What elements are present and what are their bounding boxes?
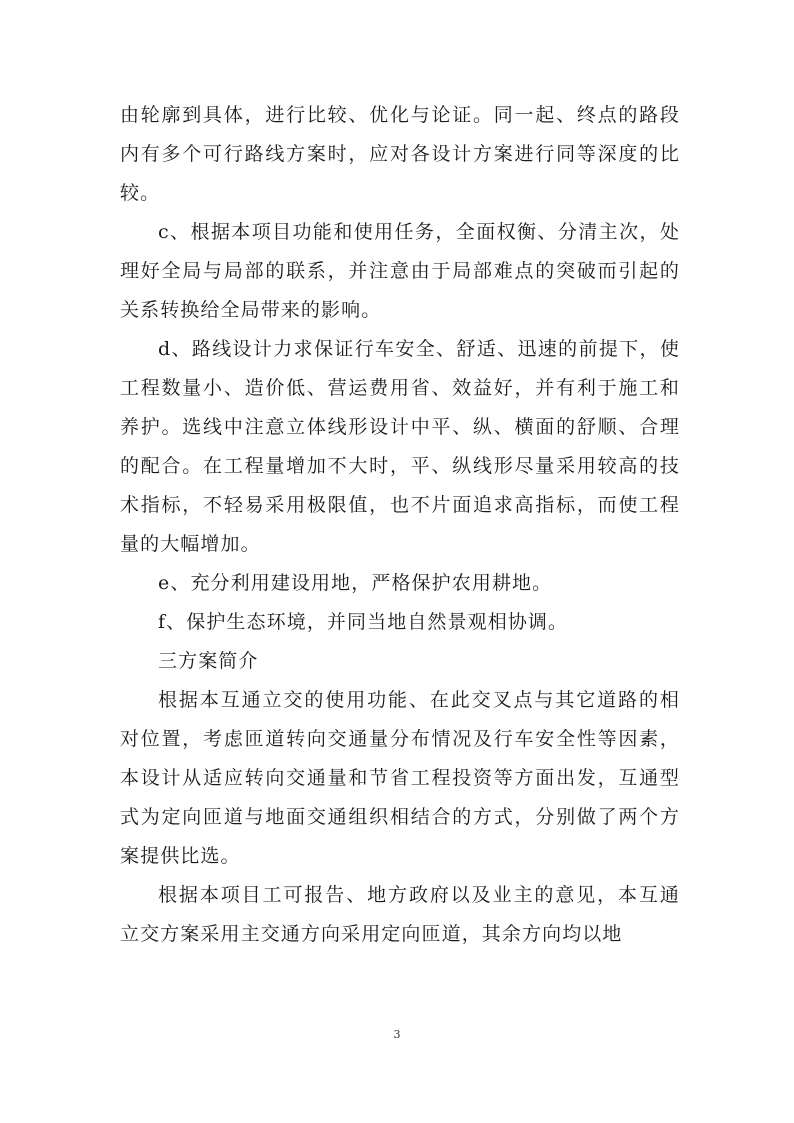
paragraph-item-d: d、路线设计力求保证行车安全、舒适、迅速的前提下，使工程数量小、造价低、营运费用省、效益好，并有利于施工和养护。选线中注意立体线形设计中平、纵、横面的舒顺、合理的配合。在工程量增加不大时，平、纵线形尽量采用较高的技术指标，不轻易采用极限值，也不片面追求高指标，而使工程量的大幅增加。 bbox=[120, 338, 680, 555]
paragraph-scheme-adoption: 根据本项目工可报告、地方政府以及业主的意见，本互通立交方案采用主交通方向采用定向匝道，其余方向均以地 bbox=[120, 884, 680, 945]
section-heading: 三方案简介 bbox=[158, 650, 259, 672]
page-body bbox=[120, 96, 680, 954]
page-number: 3 bbox=[393, 1028, 401, 1041]
paragraph-item-f: f、保护生态环境，并同当地自然景观相协调。 bbox=[158, 611, 569, 633]
paragraph-continuation: 由轮廓到具体，进行比较、优化与论证。同一起、终点的路段内有多个可行路线方案时，应对各设计方案进行同等深度的比较。 bbox=[120, 104, 680, 204]
paragraph-item-e: e、充分利用建设用地，严格保护农用耕地。 bbox=[158, 572, 553, 594]
paragraph-item-c: c、根据本项目功能和使用任务，全面权衡、分清主次，处理好全局与局部的联系，并注意由于局部难点的突破而引起的关系转换给全局带来的影响。 bbox=[120, 221, 680, 321]
paragraph-scheme-intro: 根据本互通立交的使用功能、在此交叉点与其它道路的相对位置，考虑匝道转向交通量分布情况及行车安全性等因素，本设计从适应转向交通量和节省工程投资等方面出发，互通型式为定向匝道与地面交通组织相结合的方式，分别做了两个方案提供比选。 bbox=[120, 689, 680, 867]
